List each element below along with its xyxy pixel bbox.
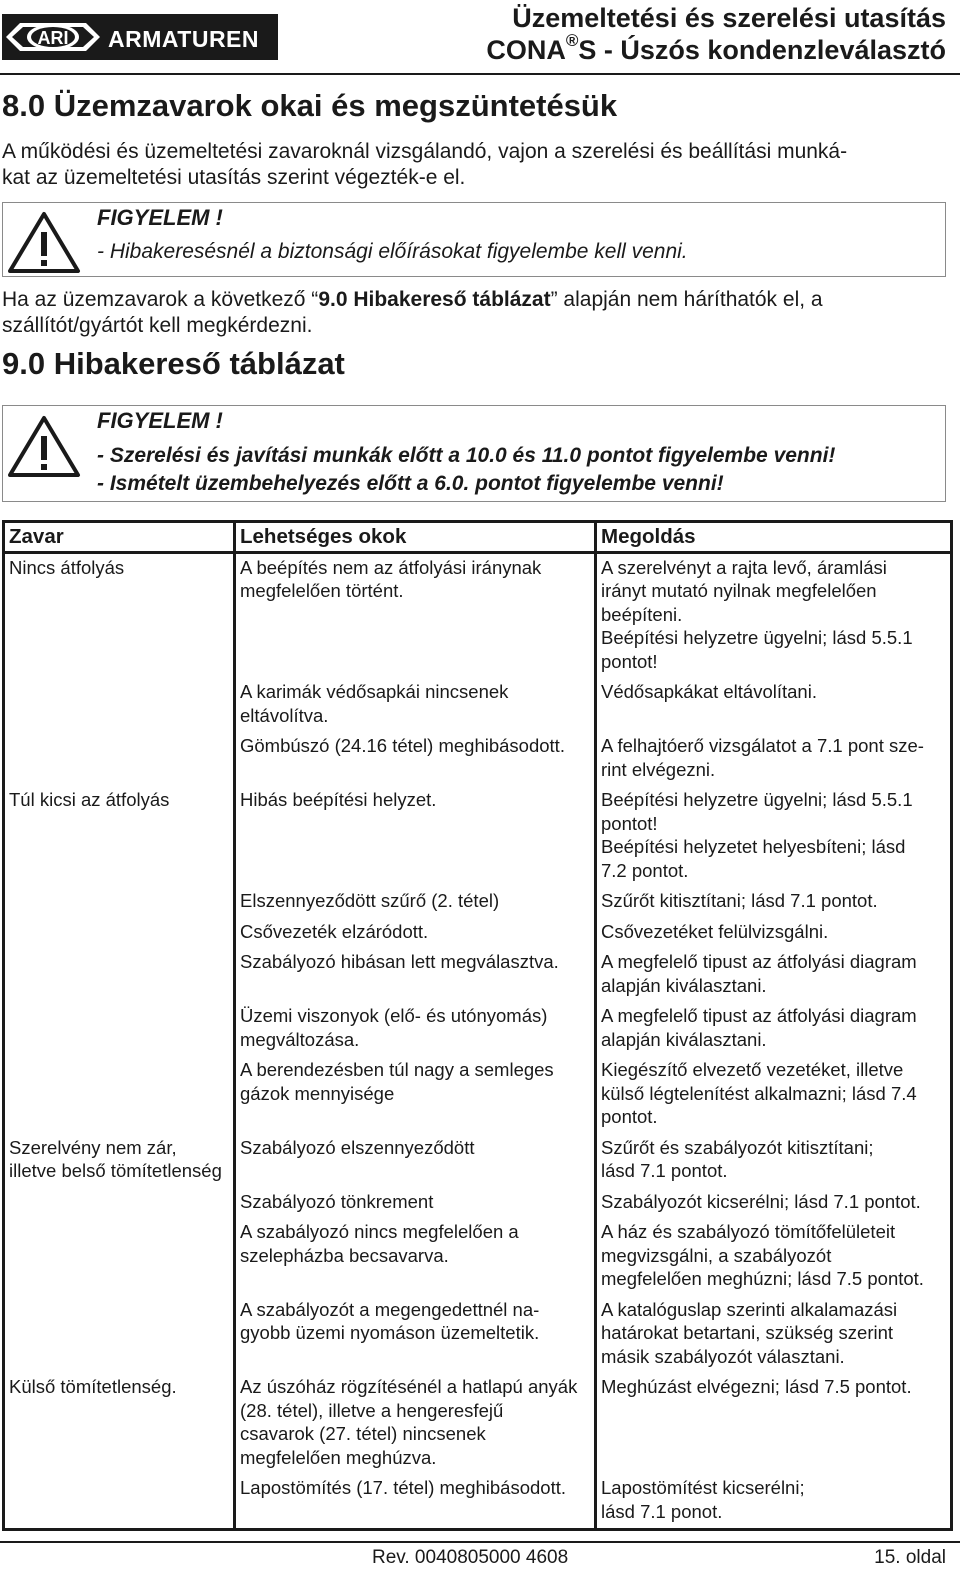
remedy-text: A katalóguslap szerinti alkalamazási <box>601 1298 898 1320</box>
remedy-text: határokat betartani, szükség szerint <box>601 1322 894 1343</box>
cause-text: A szabályozó nincs megfelelően a <box>240 1221 519 1242</box>
cell-fault <box>4 948 235 1002</box>
table-row <box>4 678 952 732</box>
cell-fault <box>4 1474 235 1530</box>
document-title: Üzemeltetési és szerelési utasítás <box>512 3 946 33</box>
cell-cause <box>235 1218 596 1296</box>
warning-title: FIGYELEM ! <box>97 205 223 230</box>
remedy-text: Szűrőt és szabályozót kitisztítani; <box>601 1136 874 1158</box>
fault-text: Nincs átfolyás <box>9 556 125 578</box>
note-line <box>2 287 946 313</box>
remedy-text: A megfelelő tipust az átfolyási diagram <box>601 951 917 972</box>
cell-fault <box>4 678 235 732</box>
cause-text: Üzemi viszonyok (elő- és utónyomás) <box>240 1005 548 1026</box>
cause-text: megfelelően történt. <box>240 580 404 601</box>
warning-box <box>2 202 946 277</box>
section-8-heading: 8.0 Üzemzavarok okai és megszüntetésük <box>2 88 618 123</box>
registered-mark: ® <box>565 31 579 50</box>
remedy-text: Beépítési helyzetet helyesbíteni; lásd <box>601 836 906 857</box>
remedy-text: beépíteni. <box>601 603 683 625</box>
warning-text: - Szerelési és javítási munkák előtt a 10.0 és 11.0 pontot figyelembe venni! <box>97 444 836 467</box>
table-row <box>4 1056 952 1134</box>
troubleshooting-table <box>2 520 953 1531</box>
cell-remedy <box>596 732 952 786</box>
table-header-row <box>4 522 952 553</box>
remedy-text: Beépítési helyzetre ügyelni; lásd 5.5.1 <box>601 789 913 810</box>
cause-text: megfelelően meghúzva. <box>240 1446 437 1468</box>
cause-text: gázok mennyisége <box>240 1082 395 1104</box>
document-subtitle <box>486 31 946 66</box>
cell-remedy <box>596 678 952 732</box>
table-row <box>4 948 952 1002</box>
cause-text: A berendezésben túl nagy a semleges <box>240 1059 554 1080</box>
cell-remedy <box>596 1002 952 1056</box>
cell-fault <box>4 1296 235 1374</box>
cell-cause <box>235 786 596 887</box>
cell-cause <box>235 1373 596 1474</box>
note-text: ” alapján nem háríthatók el, a <box>550 288 823 311</box>
section-8-paragraph <box>2 139 946 191</box>
cause-text: szelepházba becsavarva. <box>240 1244 449 1266</box>
fault-text: illetve belső tömítetlenség <box>9 1160 222 1181</box>
remedy-text: Szabályozót kicserélni; lásd 7.1 pontot. <box>601 1190 921 1212</box>
table-row <box>4 1474 952 1530</box>
cell-cause <box>235 948 596 1002</box>
cause-text: Az úszóház rögzítésénél a hatlapú anyák <box>240 1376 578 1397</box>
remedy-text: Meghúzást elvégezni; lásd 7.5 pontot. <box>601 1376 912 1397</box>
table-body <box>4 552 952 1530</box>
cause-text: Lapostömítés (17. tétel) meghibásodott. <box>240 1477 566 1498</box>
remedy-text: A megfelelő tipust az átfolyási diagram <box>601 1005 917 1026</box>
cell-remedy <box>596 1218 952 1296</box>
cause-text: A karimák védősapkái nincsenek <box>240 681 509 702</box>
remedy-text: rint elvégezni. <box>601 758 716 780</box>
remedy-text: lásd 7.1 ponot. <box>601 1500 723 1522</box>
cell-cause <box>235 1474 596 1530</box>
table-row <box>4 1188 952 1219</box>
table-row <box>4 1373 952 1474</box>
cell-remedy <box>596 918 952 949</box>
cell-fault <box>4 732 235 786</box>
remedy-text: A felhajtóerő vizsgálatot a 7.1 pont sze- <box>601 735 924 756</box>
cell-cause <box>235 1134 596 1188</box>
remedy-text: 7.2 pontot. <box>601 859 689 881</box>
revision-number: Rev. 0040805000 4608 <box>372 1547 569 1568</box>
remedy-text: Lapostömítést kicserélni; <box>601 1477 805 1498</box>
table-row <box>4 1134 952 1188</box>
paragraph-line: kat az üzemeltetési utasítás szerint végezték-e el. <box>2 166 466 189</box>
warning-text: - Ismételt üzembehelyezés előtt a 6.0. pontot figyelembe venni! <box>97 472 724 495</box>
table-row <box>4 1002 952 1056</box>
cell-remedy <box>596 1373 952 1474</box>
section-9-heading: 9.0 Hibakereső táblázat <box>2 346 345 381</box>
remedy-text: külső légtelenítést alkalmazni; lásd 7.4 <box>601 1082 917 1104</box>
cause-text: A szabályozót a megengedettnél na- <box>240 1298 540 1320</box>
cell-cause <box>235 552 596 678</box>
cell-cause <box>235 1296 596 1374</box>
note-text: Ha az üzemzavarok a következő “ <box>2 288 319 311</box>
remedy-text: Beépítési helyzetre ügyelni; lásd 5.5.1 <box>601 627 913 648</box>
remedy-text: alapján kiválasztani. <box>601 1028 767 1050</box>
table-row <box>4 887 952 918</box>
cell-remedy <box>596 948 952 1002</box>
cell-cause <box>235 1002 596 1056</box>
cell-remedy <box>596 1296 952 1374</box>
table-row <box>4 1218 952 1296</box>
cause-text: Szabályozó tönkrement <box>240 1190 434 1212</box>
svg-text:ARI: ARI <box>37 28 69 48</box>
cause-text: Gömbúszó (24.16 tétel) meghibásodott. <box>240 735 565 756</box>
cell-remedy <box>596 1056 952 1134</box>
remedy-text: irányt mutató nyilnak megfelelően <box>601 580 877 601</box>
cell-fault <box>4 786 235 887</box>
table-row <box>4 918 952 949</box>
remedy-text: pontot! <box>601 650 658 672</box>
warning-text: - Hibakeresésnél a biztonsági előírásokat figyelembe kell venni. <box>97 240 688 263</box>
remedy-text: pontot! <box>601 812 658 834</box>
cause-text: Szabályozó hibásan lett megválasztva. <box>240 951 559 972</box>
cell-remedy <box>596 786 952 887</box>
cell-cause <box>235 1056 596 1134</box>
remedy-text: megvizsgálni, a szabályozót <box>601 1244 832 1266</box>
footer-divider <box>0 1541 960 1543</box>
cell-remedy <box>596 552 952 678</box>
remedy-text: Védősapkákat eltávolítani. <box>601 681 817 702</box>
product-description: S - Úszós kondenzleválasztó <box>578 35 946 65</box>
warning-box <box>2 405 946 502</box>
cell-fault <box>4 552 235 678</box>
cell-remedy <box>596 887 952 918</box>
remedy-text: Csővezetéket felülvizsgálni. <box>601 920 829 942</box>
cause-text: Szabályozó elszennyeződött <box>240 1136 475 1158</box>
cell-fault <box>4 1218 235 1296</box>
cause-text: eltávolítva. <box>240 704 329 726</box>
remedy-text: A ház és szabályozó tömítőfelületeit <box>601 1221 896 1242</box>
cell-remedy <box>596 1134 952 1188</box>
fault-text: Szerelvény nem zár, <box>9 1136 177 1158</box>
cell-fault <box>4 1188 235 1219</box>
cause-text: megváltozása. <box>240 1028 360 1050</box>
cell-cause <box>235 887 596 918</box>
table-row <box>4 732 952 786</box>
warning-triangle-icon <box>7 210 81 274</box>
remedy-text: Szűrőt kitisztítani; lásd 7.1 pontot. <box>601 890 878 911</box>
page-number: 15. oldal <box>874 1547 946 1568</box>
ari-armaturen-logo <box>2 14 278 60</box>
remedy-text: pontot. <box>601 1106 658 1127</box>
cause-text: csavarok (27. tétel) nincsenek <box>240 1423 486 1444</box>
remedy-text: A szerelvényt a rajta levő, áramlási <box>601 556 887 578</box>
cell-cause <box>235 678 596 732</box>
cause-text: gyobb üzemi nyomáson üzemeltetik. <box>240 1322 540 1343</box>
escalation-note <box>2 287 946 339</box>
cause-text: A beépítés nem az átfolyási iránynak <box>240 556 542 578</box>
remedy-text: másik szabályozót választani. <box>601 1345 845 1367</box>
cell-remedy <box>596 1474 952 1530</box>
warning-triangle-icon <box>7 414 81 478</box>
cause-text: Elszennyeződött szűrő (2. tétel) <box>240 890 500 911</box>
cell-fault <box>4 1056 235 1134</box>
product-name: CONA <box>486 35 566 65</box>
table-row <box>4 552 952 678</box>
cell-fault <box>4 1134 235 1188</box>
cause-text: Hibás beépítési helyzet. <box>240 789 437 810</box>
remedy-text: lásd 7.1 pontot. <box>601 1160 728 1181</box>
column-header-fault: Zavar <box>4 522 235 553</box>
cell-fault <box>4 1002 235 1056</box>
remedy-text: megfelelően meghúzni; lásd 7.5 pontot. <box>601 1268 924 1289</box>
column-header-cause: Lehetséges okok <box>235 522 596 553</box>
cell-fault <box>4 887 235 918</box>
table-row <box>4 1296 952 1374</box>
cell-fault <box>4 918 235 949</box>
cell-cause <box>235 732 596 786</box>
cause-text: (28. tétel), illetve a hengeresfejű <box>240 1399 504 1421</box>
cell-cause <box>235 918 596 949</box>
cell-remedy <box>596 1188 952 1219</box>
remedy-text: Kiegészítő elvezető vezetéket, illetve <box>601 1059 904 1080</box>
fault-text: Túl kicsi az átfolyás <box>9 789 170 810</box>
remedy-text: alapján kiválasztani. <box>601 974 767 996</box>
warning-title: FIGYELEM ! <box>97 408 223 433</box>
svg-text:ARMATUREN: ARMATUREN <box>108 26 260 52</box>
cell-cause <box>235 1188 596 1219</box>
logo-graphic <box>2 14 278 60</box>
note-line: szállítót/gyártót kell megkérdezni. <box>2 314 313 337</box>
paragraph-line: A működési és üzemeltetési zavaroknál vizsgálandó, vajon a szerelési és beállítási munká- <box>2 140 848 163</box>
cause-text: Csővezeték elzáródott. <box>240 920 429 942</box>
cell-fault <box>4 1373 235 1474</box>
table-reference: 9.0 Hibakereső táblázat <box>318 288 551 311</box>
table-row <box>4 786 952 887</box>
fault-text: Külső tömítetlenség. <box>9 1376 177 1397</box>
header-divider <box>0 73 960 75</box>
column-header-remedy: Megoldás <box>596 522 952 553</box>
